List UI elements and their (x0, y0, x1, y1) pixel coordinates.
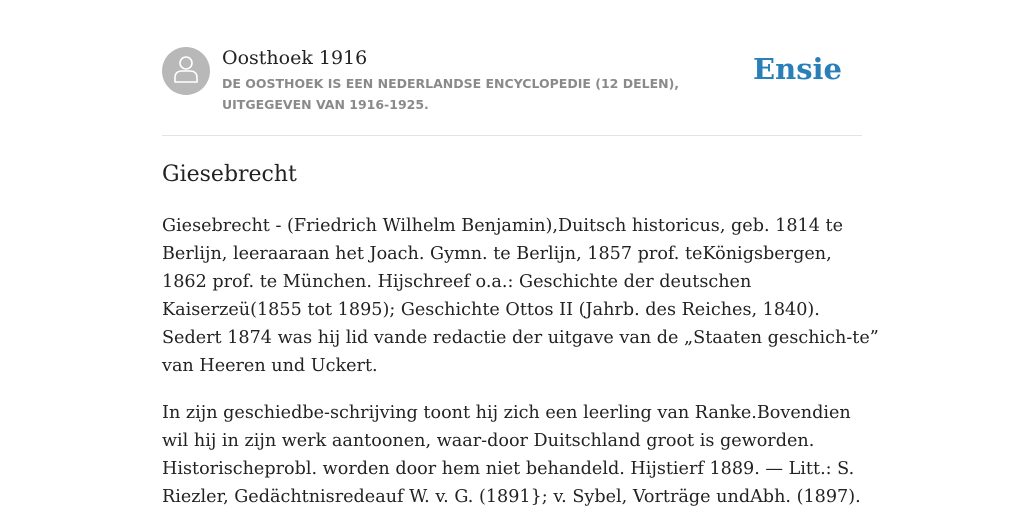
entry-paragraph: In zijn geschiedbe-schrijving toont hij zich een leerling van Ranke.Bovendien wil hij in zijn werk aantoonen, waar-door Duitschland groot is geworden. Historischeprobl. worden door hem niet behandeld. Hijstierf 1889. — Litt.: S. Riezler, Gedächtnisredeauf W. v. G. (1891}; v. Sybel, Vorträge undAbh. (1897). (162, 403, 861, 507)
source-header (162, 45, 862, 136)
avatar (162, 47, 210, 95)
source-title[interactable]: Oosthoek 1916 (222, 47, 368, 69)
user-icon (172, 54, 200, 89)
brand-logo[interactable]: Ensie (753, 52, 842, 86)
entry-paragraph: Giesebrecht - (Friedrich Wilhelm Benjamin),Duitsch historicus, geb. 1814 te Berlijn, leeraaraan het Joach. Gymn. te Berlijn, 1857 prof. teKönigsbergen, 1862 prof. te München. Hijschreef o.a.: Geschichte der deutschen Kaiserzeü(1855 tot 1895); Geschichte Ottos II (Jahrb. des Reiches, 1840). Sedert 1874 was hij lid vande redactie der uitgave van de „Staaten geschich-te” van Heeren und Uckert. (162, 216, 879, 376)
entry-title: Giesebrecht (162, 162, 297, 187)
entry-body (162, 212, 882, 512)
source-description: DE OOSTHOEK IS EEN NEDERLANDSE ENCYCLOPEDIE (12 DELEN), UITGEGEVEN VAN 1916-1925. (222, 76, 680, 112)
